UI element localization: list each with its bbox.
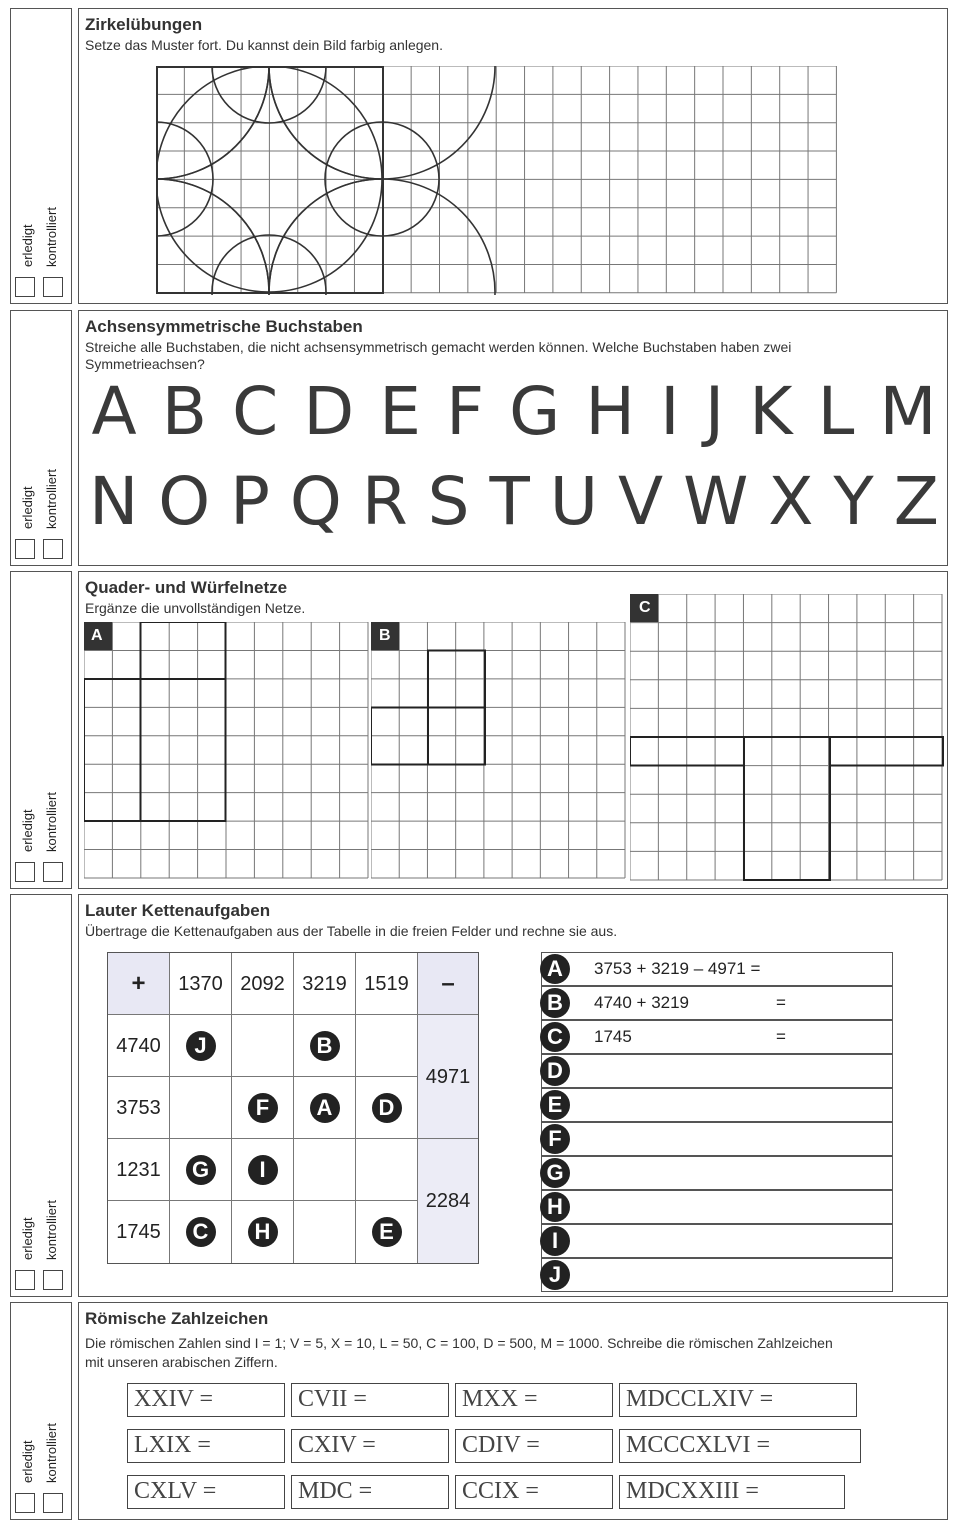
checkbox-done[interactable] [15,862,35,882]
section-chains [78,894,948,1297]
section-instruction: Übertrage die Kettenaufgaben aus der Tabelle in die freien Felder und rechne sie aus. [85,923,618,939]
answer-letter: D [540,1056,570,1086]
section-roman [78,1302,948,1520]
section-instruction: Setze das Muster fort. Du kannst dein Bild farbig anlegen. [85,37,443,53]
checkbox-done[interactable] [15,1270,35,1290]
table-cell [170,1201,232,1263]
roman-box[interactable]: MCCCXLVI = [619,1429,861,1463]
letter[interactable]: J [704,373,725,450]
row-header: 4740 [108,1015,170,1077]
section-title: Lauter Kettenaufgaben [85,901,271,920]
answer-letter: B [540,988,570,1018]
answer-row[interactable] [541,1190,893,1224]
letter[interactable]: M [879,373,937,450]
table-cell [232,1077,294,1139]
answer-row[interactable] [541,1020,893,1054]
table-cell [294,1077,356,1139]
table-cell [294,1139,356,1201]
header-col: 1519 [356,953,418,1015]
answer-row[interactable] [541,1054,893,1088]
roman-box[interactable]: CDIV = [455,1429,613,1463]
header-col: 2092 [232,953,294,1015]
table-cell [356,1077,418,1139]
row-header: 3753 [108,1077,170,1139]
table-cell [232,1201,294,1263]
letter[interactable]: H [585,373,636,450]
label-done: erledigt [20,809,35,852]
checkbox-checked[interactable] [43,1270,63,1290]
label-done: erledigt [20,224,35,267]
compass-grid[interactable] [156,66,838,295]
section-instruction: Streiche alle Buchstaben, die nicht achsensymmetrisch gemacht werden können. Welche Buchstaben haben zwei Symmetrieachsen? [85,339,792,372]
label-checked: kontrolliert [44,1423,59,1483]
header-plus: + [108,953,170,1015]
roman-box[interactable]: CCIX = [455,1475,613,1509]
letter[interactable]: C [232,373,279,450]
table-cell [294,1201,356,1263]
table-cell [356,1015,418,1077]
sidebar-2 [10,310,72,566]
letter[interactable]: Y [833,463,874,540]
answer-letter: C [540,1022,570,1052]
label-checked: kontrolliert [44,207,59,267]
letter[interactable]: W [683,463,749,540]
answer-row[interactable] [541,986,893,1020]
roman-box[interactable]: MDC = [291,1475,449,1509]
row-header: 1231 [108,1139,170,1201]
table-cell [356,1201,418,1263]
net-label-b: B [379,627,391,644]
sidebar-5 [10,1302,72,1520]
table-cell [232,1139,294,1201]
table-cell [170,1077,232,1139]
answer-equals: = [776,1027,786,1046]
table-cell [232,1015,294,1077]
roman-box[interactable]: MDCXXIII = [619,1475,845,1509]
letter[interactable]: R [361,463,408,540]
section-compass [78,8,948,304]
roman-box[interactable]: MXX = [455,1383,613,1417]
section-title: Römische Zahlzeichen [85,1309,269,1328]
letter[interactable]: A [91,373,137,450]
letter-marker: B [310,1031,340,1061]
header-col: 1370 [170,953,232,1015]
answer-expression: 1745 [594,1027,632,1046]
letter[interactable]: L [817,373,855,450]
net-label-a: A [91,627,103,644]
answer-letter: A [540,954,570,984]
roman-box[interactable]: MDCCLXIV = [619,1383,857,1417]
answer-letter: I [540,1226,570,1256]
sidebar-3 [10,571,72,889]
net-label-c: C [639,599,651,616]
section-title: Achsensymmetrische Buchstaben [85,317,363,336]
answer-row[interactable] [541,1156,893,1190]
label-checked: kontrolliert [44,792,59,852]
letters-row-1 [79,373,949,450]
table-cell [170,1015,232,1077]
subtrahend: 2284 [418,1139,478,1263]
letter-marker: A [310,1093,340,1123]
letter-marker: J [186,1031,216,1061]
answer-row[interactable] [541,952,893,986]
net-grid-b[interactable] [371,622,627,880]
letter[interactable]: S [427,463,470,540]
answer-expression: 4740 + 3219 [594,993,690,1012]
label-checked: kontrolliert [44,1200,59,1260]
letter[interactable]: Z [893,463,939,540]
answer-letter: G [540,1158,570,1188]
label-done: erledigt [20,486,35,529]
section-nets [78,571,948,889]
letter[interactable]: U [549,463,599,540]
label-done: erledigt [20,1217,35,1260]
letter[interactable]: B [161,373,208,450]
row-header: 1745 [108,1201,170,1263]
checkbox-checked[interactable] [43,862,63,882]
letter[interactable]: K [749,373,793,450]
answer-letter: E [540,1090,570,1120]
letter[interactable]: T [489,463,530,540]
checkbox-done[interactable] [15,1493,35,1513]
roman-box[interactable]: CXIV = [291,1429,449,1463]
letter[interactable]: G [509,373,561,450]
section-title: Zirkelübungen [85,15,203,34]
answer-letter: F [540,1124,570,1154]
net-grid-c[interactable] [630,594,944,882]
roman-box[interactable]: LXIX = [127,1429,285,1463]
roman-box[interactable]: XXIV = [127,1383,285,1417]
answer-letter: H [540,1192,570,1222]
letter-marker: E [372,1217,402,1247]
letter-marker: D [372,1093,402,1123]
section-title: Quader- und Würfelnetze [85,578,288,597]
table-cell [356,1139,418,1201]
circle-pattern [156,66,495,295]
label-checked: kontrolliert [44,469,59,529]
answer-row[interactable] [541,1258,893,1292]
table-cell [170,1139,232,1201]
answer-letter: J [540,1260,570,1290]
answer-row[interactable] [541,1224,893,1258]
roman-box[interactable]: CXLV = [127,1475,285,1509]
checkbox-checked[interactable] [43,277,63,297]
roman-box[interactable]: CVII = [291,1383,449,1417]
letter[interactable]: N [88,463,139,540]
letter[interactable]: E [379,373,421,450]
checkbox-done[interactable] [15,277,35,297]
section-letters [78,310,948,566]
letter-marker: F [248,1093,278,1123]
header-minus: – [418,953,478,1015]
chain-table [107,952,479,1264]
letter-marker: C [186,1217,216,1247]
section-instruction: Die römischen Zahlen sind I = 1; V = 5, X = 10, L = 50, C = 100, D = 500, M = 1000. Schreibe die römischen Zahlzeichen [85,1335,833,1351]
sidebar-4 [10,894,72,1297]
letters-row-2 [79,463,949,540]
section-instruction: Ergänze die unvollständigen Netze. [85,600,306,616]
checkbox-done[interactable] [15,539,35,559]
section-instruction-2: mit unseren arabischen Ziffern. [85,1354,278,1370]
checkbox-checked[interactable] [43,1493,63,1513]
letter[interactable]: D [303,373,355,450]
sidebar-1 [10,8,72,304]
checkbox-checked[interactable] [43,539,63,559]
net-grid-a[interactable] [84,622,370,880]
letter-marker: H [248,1217,278,1247]
letter-marker: G [186,1155,216,1185]
answer-row[interactable] [541,1088,893,1122]
letter[interactable]: F [446,373,485,450]
letter[interactable]: Q [289,463,342,540]
header-col: 3219 [294,953,356,1015]
letter[interactable]: X [768,463,814,540]
label-done: erledigt [20,1440,35,1483]
subtrahend: 4971 [418,1015,478,1139]
letter[interactable]: O [158,463,211,540]
letter[interactable]: I [660,373,680,450]
answer-expression: 3753 + 3219 – 4971 = [594,959,761,978]
letter[interactable]: P [230,463,270,540]
letter-marker: I [248,1155,278,1185]
letter[interactable]: V [617,463,664,540]
answer-equals: = [776,993,786,1012]
table-cell [294,1015,356,1077]
answer-row[interactable] [541,1122,893,1156]
